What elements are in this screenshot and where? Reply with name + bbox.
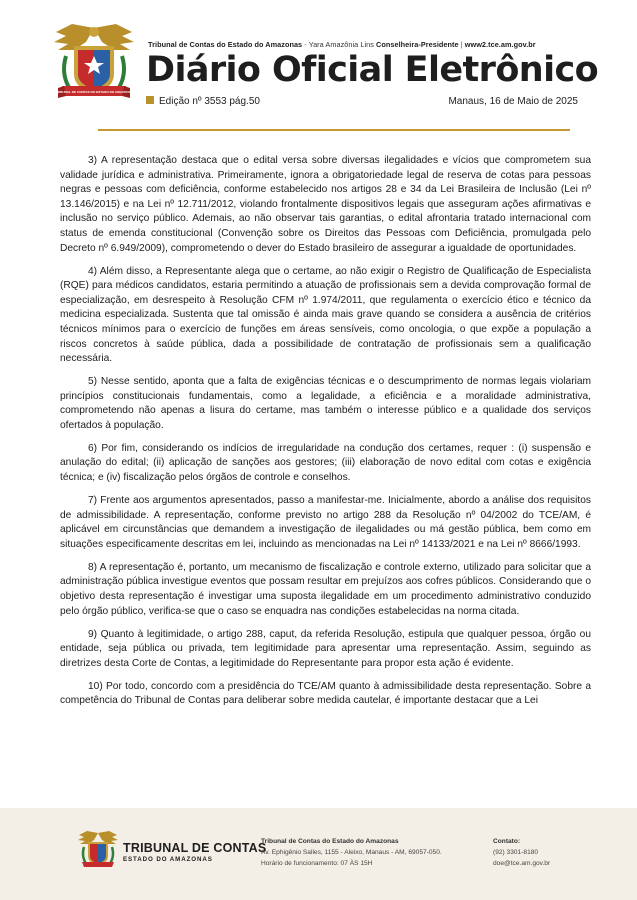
paragraph-5: 5) Nesse sentido, aponta que a falta de exigências técnicas e o descumprimento de normas legais violariam princípios constitucionais fundamentais, como a legalidade, a eficiência e a moralidade administrativa, comprometendo não apenas a lisura do certame, mas também o interesse público e a qualidade dos serviços ofertados à população. <box>60 376 591 431</box>
paragraph-3: 3) A representação destaca que o edital versa sobre diversas ilegalidades e vícios que comprometem sua validade jurídica e administrativa. Primeiramente, ignora a obrigatoriedade legal de reserva de cotas para pessoas negras e pessoas com deficiência, conforme estabelecido nos artigos 28 e 34 da Lei Brasileira de Inclusão (Lei nº 13.146/2015) e na Lei nº 12.711/2012, violando frontalmente dispositivos legais que asseguram ações afirmativas e inclusão no serviço público. Ademais, ao não observar tais garantias, o edital afrontaria tratado internacional com status de emenda constitucional (Convenção sobre os Direitos das Pessoas com Deficiência, promulgada pelo Decreto nº 6.949/2009), comprometendo o dever do Estado brasileiro de assegurar a igualdade de oportunidades. <box>60 155 591 254</box>
separator: - <box>304 40 307 49</box>
document-body <box>60 154 591 717</box>
paragraph-10: 10) Por todo, concordo com a presidência do TCE/AM quanto à admissibilidade desta representação. Sobre a competência do Tribunal de Contas para deliberar sobre medida cautelar, é importante destacar que a Lei <box>60 680 591 707</box>
org-name: Tribunal de Contas do Estado do Amazonas <box>148 40 303 49</box>
paragraph-7: 7) Frente aos argumentos apresentados, passo a manifestar-me. Inicialmente, abordo a análise dos requisitos de admissibilidade. A representação, conforme previsto no artigo 288 da Resolução nº 04/2002 do TCE/AM, é aplicável em circunstâncias que demandem a investigação de ilegalidades ou má gestão pública, bem como em situações especificamente descritas em lei, incluindo as mencionadas na Lei nº 14133/2021 e na Lei nº 8666/1993. <box>60 495 591 550</box>
footer-contact <box>493 836 550 869</box>
footer-address-title: Tribunal de Contas do Estado do Amazonas <box>261 838 399 845</box>
footer-address <box>261 836 442 869</box>
footer-coat-of-arms-icon <box>77 830 119 872</box>
paragraph-8: 8) A representação é, portanto, um mecanismo de fiscalização e controle externo, utilizado para solicitar que a administração pública investigue eventos que possam resultar em prejuízos aos cofres públicos. Considerando que o objetivo desta representação é investigar uma suposta ilegalidade em um procedimento administrativo conduzido pelo órgão público, verifica-se que o caso se enquadra nas condições estabelecidas na norma citada. <box>60 561 591 617</box>
square-bullet-icon <box>146 96 154 104</box>
edition-info <box>146 96 260 107</box>
page-title: Diário Oficial Eletrônico <box>146 50 599 90</box>
paragraph-6: 6) Por fim, considerando os indícios de irregularidade na condução dos certames, requer : (i) suspensão e anulação do edital; (ii) aplicação de sanções aos gestores; (iii) elaboração de novo edital com cotas e exigência técnica; e (iv) fiscalização pelos órgãos de controle e conselhos. <box>60 442 591 484</box>
page-header <box>0 0 637 130</box>
footer-phone[interactable]: (92) 3301-8180 <box>493 849 539 856</box>
header-meta-line <box>148 40 536 49</box>
crest-ribbon-text: TRIBUNAL DE CONTAS DO ESTADO DO AMAZONAS <box>55 90 133 95</box>
footer-brand-subtitle: ESTADO DO AMAZONAS <box>123 856 213 863</box>
paragraph-9: 9) Quanto à legitimidade, o artigo 288, caput, da referida Resolução, estipula que qualquer pessoa, órgão ou entidade, seja pública ou privada, tem legitimidade para apresentar uma representação. Assim, seguindo as diretrizes desta Corte de Contas, a legitimidade do Representante para propor esta ação é evidente. <box>60 628 591 669</box>
footer-hours: Horário de funcionamento: 07 ÀS 15H <box>261 860 373 867</box>
pipe-separator: | <box>460 40 463 49</box>
header-divider <box>98 129 570 131</box>
footer-address-line: Av. Ephigênio Salles, 1155 - Aleixo, Manaus - AM, 69057-050. <box>261 849 442 856</box>
coat-of-arms-icon <box>52 22 136 106</box>
footer-contact-title: Contato: <box>493 838 521 845</box>
website-link[interactable]: www2.tce.am.gov.br <box>464 40 536 49</box>
president-role: Conselheira-Presidente <box>376 40 459 49</box>
paragraph-4: 4) Além disso, a Representante alega que o certame, ao não exigir o Registro de Qualificação de Especialista (RQE) para médicos candidatos, estaria permitindo a atuação de profissionais sem a devida comprovação formal de especialização, em desrespeito à Resolução CFM nº 1.974/2011, que regulamenta o exercício ético e técnico da medicina especializada. Sustenta que tal omissão é ainda mais grave quando se considera a ausência de critérios técnicos mínimos para o exercício de funções em áreas sensíveis, como oncologia, o que expõe a população a riscos concretos à saúde pública, dada a possibilidade de contratação de profissionais sem a qualificação necessária. <box>60 265 591 365</box>
publication-date: Manaus, 16 de Maio de 2025 <box>448 96 578 107</box>
footer-brand-name: TRIBUNAL DE CONTAS <box>123 841 267 855</box>
president-name: Yara Amazônia Lins <box>308 40 374 49</box>
footer-brand <box>123 841 266 863</box>
footer-email[interactable]: doe@tce.am.gov.br <box>493 860 551 867</box>
edition-text: Edição nº 3553 pág.50 <box>159 96 260 107</box>
